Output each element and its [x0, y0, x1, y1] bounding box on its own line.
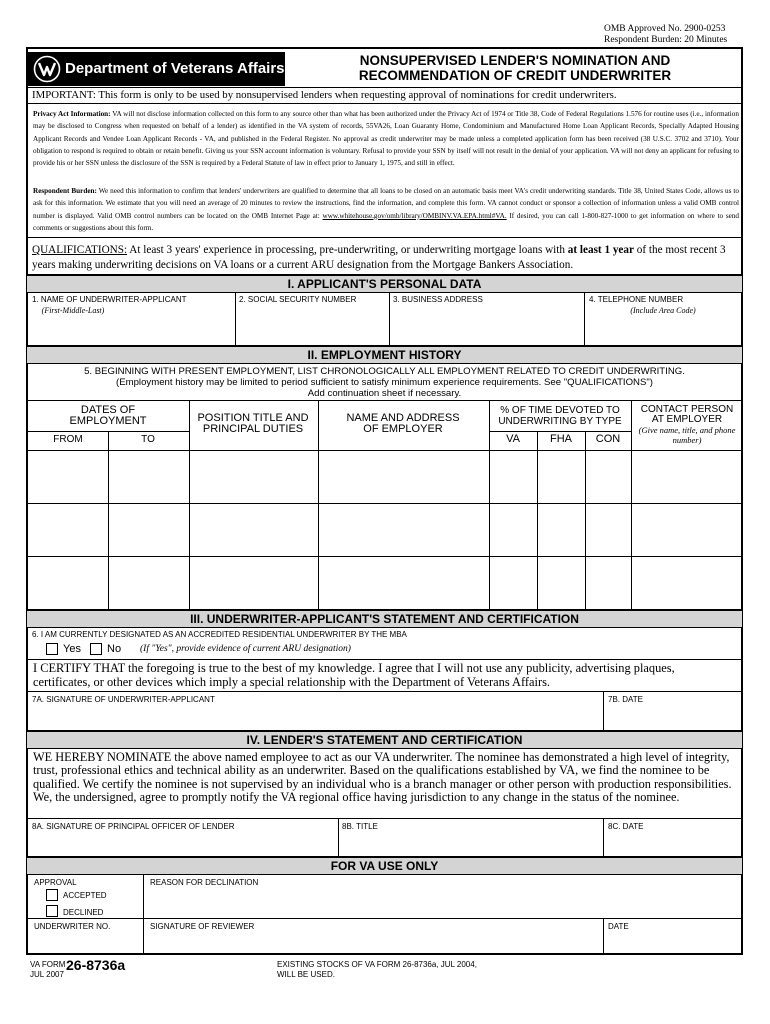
field-applicant-date-label: 7B. DATE [608, 695, 643, 704]
col-employer-line-1: NAME AND ADDRESS [346, 412, 460, 424]
col-employer-header [318, 413, 488, 435]
mba-no-label: No [107, 643, 122, 655]
field-business-address-input[interactable] [390, 305, 583, 344]
reviewer-signature-input[interactable] [144, 932, 602, 953]
col-position-line-2: PRINCIPAL DUTIES [202, 423, 304, 435]
field-applicant-signature-input[interactable] [28, 705, 602, 729]
field-lender-date-label: 8C. DATE [608, 822, 644, 831]
col-con-header: CON [595, 433, 621, 445]
section-4-header: IV. LENDER'S STATEMENT AND CERTIFICATION [27, 732, 742, 748]
col-fha-header: FHA [550, 433, 572, 445]
mba-yes-checkbox[interactable] [46, 643, 58, 655]
col-contact-header [632, 405, 742, 445]
reviewer-date-input[interactable] [604, 932, 741, 953]
field-telephone-label: 4. TELEPHONE NUMBER [589, 295, 684, 304]
col-dates-line-2: EMPLOYMENT [69, 415, 147, 427]
respondent-burden-tail: If desired, you can call 1-800-827-1000 to get information on where to send comments or suggestions about this form. [33, 211, 740, 232]
col-va-header: VA [506, 433, 520, 445]
employment-instructions [27, 366, 742, 399]
applicant-certification-text: I CERTIFY THAT the foregoing is true to the best of my knowledge. I agree that I will not use any publicity, advertising plaques, certificates, or other devices which imply a special relationship with the Department of Veterans Affairs. [33, 661, 675, 689]
mba-hint: (If "Yes", provide evidence of current ARU designation) [140, 644, 351, 654]
footer-form-number: 26-8736a [66, 957, 126, 973]
col-pct-line-2: UNDERWRITING BY TYPE [498, 416, 622, 427]
col-contact-line-2: AT EMPLOYER [651, 414, 723, 425]
field-lender-title-input[interactable] [339, 832, 602, 855]
employment-row-1[interactable] [28, 451, 741, 502]
form-title [290, 53, 740, 83]
col-dates-header [28, 405, 188, 427]
qualifications-text-2: of the most recent 3 years making underwriting decisions on VA loans or a current ARU designation from the Mortgage Bankers Association. [32, 244, 726, 271]
reason-declination-label: REASON FOR DECLINATION [150, 878, 259, 887]
omb-link[interactable]: www.whitehouse.gov/omb/library/OMBINV.VA.EPA.html#VA. [322, 211, 507, 220]
field-underwriter-name-hint: (First-Middle-Last) [41, 306, 105, 315]
section-1-header: I. APPLICANT'S PERSONAL DATA [27, 276, 742, 292]
section-3-header: III. UNDERWRITER-APPLICANT'S STATEMENT AND CERTIFICATION [27, 611, 742, 627]
footer-existing-stocks-2: WILL BE USED. [277, 970, 335, 979]
field-underwriter-name-input[interactable] [28, 316, 234, 344]
va-use-only-header: FOR VA USE ONLY [27, 858, 742, 874]
col-contact-hint: (Give name, title, and phone number) [638, 425, 736, 445]
va-seal-icon [33, 55, 61, 83]
field-telephone-input[interactable] [585, 316, 741, 344]
field-lender-signature-label: 8A. SIGNATURE OF PRINCIPAL OFFICER OF LENDER [32, 822, 235, 831]
respondent-burden-time: Respondent Burden: 20 Minutes [604, 35, 728, 45]
mba-designation-question: 6. I AM CURRENTLY DESIGNATED AS AN ACCREDITED RESIDENTIAL UNDERWRITER BY THE MBA [32, 630, 407, 639]
mba-no-checkbox[interactable] [90, 643, 102, 655]
declined-checkbox[interactable] [46, 905, 58, 917]
privacy-act-text: VA will not disclose information collected on this form to any source other than what has been authorized under the Privacy Act of 1974 or Title 38, Code of Federal Regulations 1.576 for routine uses (i.e., information may be disclosed to Congress when requested on behalf of a lender) as identified in the VA system of records, 55VA26, Loan Guaranty Home, Condominium and Manufactured Home Loan Applicant Records, Specially Adapted Housing Applicant Records and Vendee Loan Applicant Records - VA, and published in the Federal Register. No approval as credit underwriter may be made unless a completed application form has been received (38 U.S.C. 3702 and 3710). Your obligation to respond is required to obtain or retain benefit. Giving us your SSN account information is voluntary. Refusal to provide your SSN by itself will not result in the denial of your application. VA will not deny an applicant for refusing to provide his or her SSN unless the disclosure of the SSN is required by a Federal Statute of law in effect prior to January 1, 1975, and still in effect. [33, 110, 739, 168]
field-business-address-label: 3. BUSINESS ADDRESS [393, 295, 483, 304]
qualifications [32, 243, 738, 272]
col-from-header: FROM [53, 434, 83, 445]
respondent-burden-heading: Respondent Burden: [33, 187, 97, 195]
agency-name: Department of Veterans Affairs [65, 60, 285, 77]
field-lender-date-input[interactable] [604, 832, 741, 855]
reason-declination-input[interactable] [144, 888, 741, 917]
field-underwriter-name-label: 1. NAME OF UNDERWRITER-APPLICANT [32, 295, 187, 304]
col-dates-line-1: DATES OF [80, 404, 136, 416]
privacy-act-heading: Privacy Act Information: [33, 110, 111, 118]
employment-row-3[interactable] [28, 557, 741, 609]
declined-label: DECLINED [63, 908, 104, 917]
respondent-burden-text: We need this information to confirm that lenders' underwriters are qualified to determine that all loans to be closed on an automatic basis meet VA's credit underwriting standards. Title 38, United States Code, allows us to ask for this information. We estimate that you will need an average of 20 minutes to review the instructions, find the information, and complete this form. VA cannot conduct or sponsor a collection of information unless a valid OMB control number is displayed. Valid OMB control numbers can be located on the OMB Internet Page at: [33, 187, 739, 220]
underwriter-no-label: UNDERWRITER NO. [34, 922, 111, 931]
form-title-line-2: RECOMMENDATION OF CREDIT UNDERWRITER [358, 68, 672, 83]
col-contact-line-1: CONTACT PERSON [640, 404, 734, 415]
qualifications-bold: at least 1 year [567, 244, 634, 256]
footer-form-date: JUL 2007 [30, 970, 64, 979]
employment-row-2[interactable] [28, 504, 741, 555]
employment-instructions-line-2: (Employment history may be limited to period sufficient to satisfy minimum experience requirements. See "QUALIFICATIONS") [116, 377, 653, 388]
col-pct-header [489, 405, 631, 427]
accepted-checkbox[interactable] [46, 889, 58, 901]
col-position-line-1: POSITION TITLE AND [197, 412, 309, 424]
accepted-label: ACCEPTED [63, 891, 107, 900]
qualifications-text-1: At least 3 years' experience in processing, pre-underwriting, or underwriting mortgage loans with [127, 244, 568, 256]
lender-nomination-text: WE HEREBY NOMINATE the above named employee to act as our VA underwriter. The nominee has demonstrated a high level of integrity, trust, professional ethics and technical ability as an underwriter. Based on the qualifications established by VA, we find the nominee to be qualified. We certify the nominee is not supervised by an individual who is a branch manager or other person with production responsibilities. We, the undersigned, agree to promptly notify the VA regional office having jurisdiction to any change in the status of the nominee. [33, 750, 732, 804]
reviewer-date-label: DATE [608, 922, 629, 931]
underwriter-no-input[interactable] [28, 932, 142, 953]
footer-form-label: VA FORM [30, 960, 66, 969]
field-lender-title-label: 8B. TITLE [342, 822, 378, 831]
reviewer-signature-label: SIGNATURE OF REVIEWER [150, 922, 255, 931]
field-applicant-signature-label: 7A. SIGNATURE OF UNDERWRITER-APPLICANT [32, 695, 215, 704]
col-pct-line-1: % OF TIME DEVOTED TO [500, 405, 620, 416]
approval-label: APPROVAL [34, 878, 77, 887]
important-notice: IMPORTANT: This form is only to be used by nonsupervised lenders when requesting approval of nominations for credit underwriters. [32, 89, 617, 101]
col-position-header [189, 413, 317, 435]
field-ssn-label: 2. SOCIAL SECURITY NUMBER [239, 295, 357, 304]
section-2-header: II. EMPLOYMENT HISTORY [27, 347, 742, 363]
col-to-header: TO [141, 434, 155, 445]
footer-existing-stocks-1: EXISTING STOCKS OF VA FORM 26-8736a, JUL 2004, [277, 960, 477, 969]
employment-instructions-line-3: Add continuation sheet if necessary. [307, 388, 462, 399]
omb-approval: OMB Approved No. 2900-0253 [604, 24, 726, 34]
col-employer-line-2: OF EMPLOYER [363, 423, 443, 435]
field-lender-signature-input[interactable] [28, 832, 337, 855]
field-telephone-hint: (Include Area Code) [630, 306, 696, 315]
field-applicant-date-input[interactable] [604, 705, 741, 729]
respondent-burden-info [33, 185, 739, 234]
privacy-act-info [33, 108, 739, 169]
mba-yes-label: Yes [63, 643, 81, 655]
field-ssn-input[interactable] [236, 305, 388, 344]
qualifications-label: QUALIFICATIONS: [32, 244, 128, 256]
employment-instructions-line-1: 5. BEGINNING WITH PRESENT EMPLOYMENT, LIST CHRONOLOGICALLY ALL EMPLOYMENT RELATED TO CREDIT UNDERWRITING. [84, 366, 685, 377]
form-title-line-1: NONSUPERVISED LENDER'S NOMINATION AND [359, 53, 671, 68]
